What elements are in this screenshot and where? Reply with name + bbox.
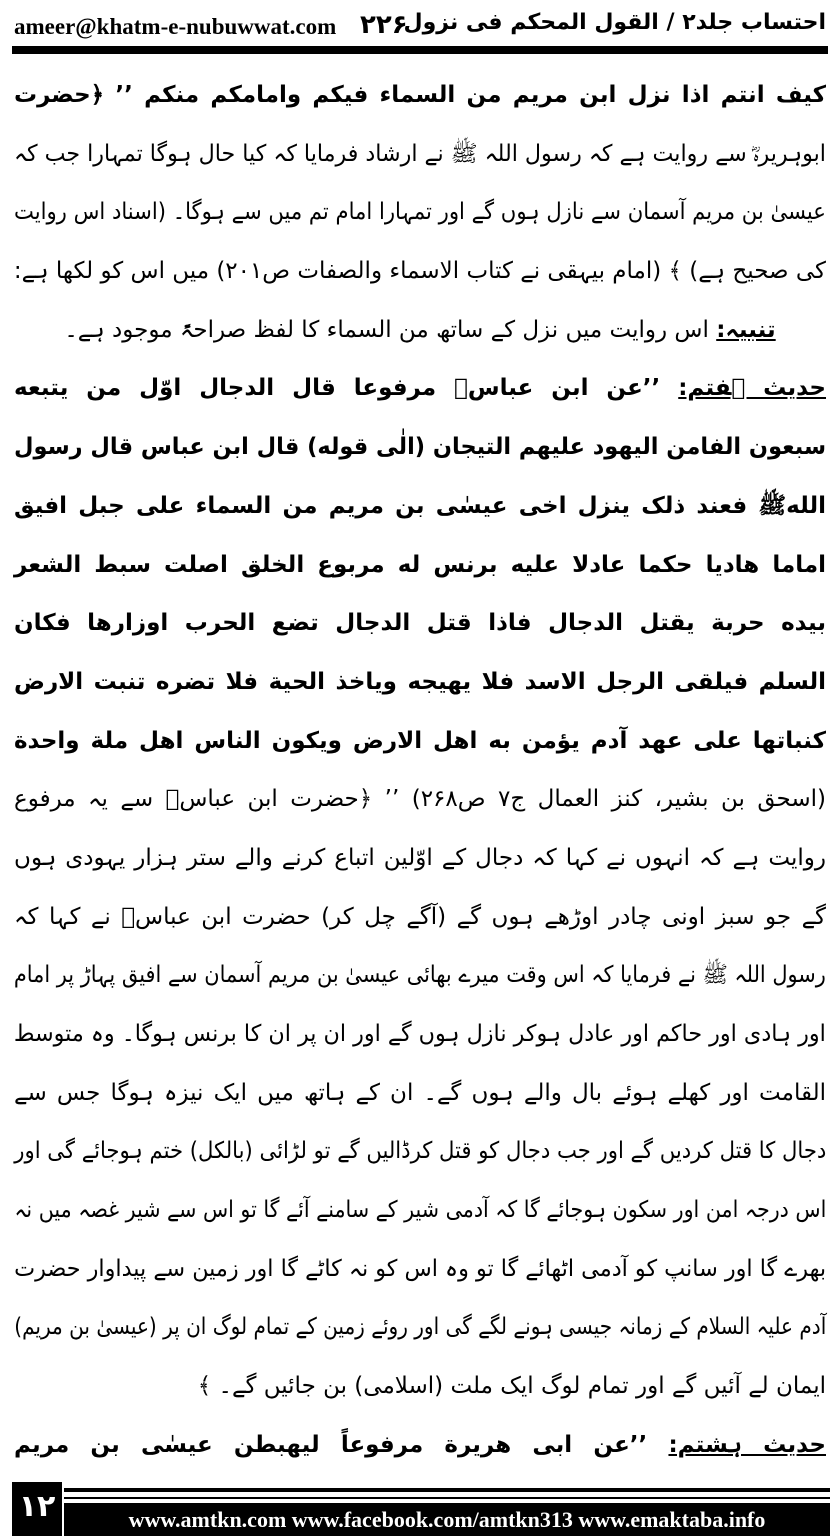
text-line [14, 183, 826, 242]
line-text [14, 1416, 826, 1474]
line-text: (اسحق بن بشير، كنز العمال ج۷ ص۲۶۸) ’’ ﴿حضرت ابن عباسؓ سے یہ مرفوع [14, 786, 826, 813]
text-line [14, 536, 826, 595]
text-line [14, 1064, 826, 1123]
tanbih-text: اس روایت میں نزل کے ساتھ من السماء کا لفظ صراحۃً موجود ہے۔ [64, 316, 709, 343]
text-line [14, 712, 826, 771]
header-page-number: ۲۲۶ [360, 10, 408, 40]
header-email: ameer@khatm-e-nubuwwat.com [14, 14, 337, 39]
line-text: رسول اللہ ﷺ نے فرمایا کہ اس وقت میرے بھائی عیسیٰ بن مریم آسمان سے افیق پہاڑ پر امام [13, 962, 826, 989]
line-text: گے جو سبز اونی چادر اوڑھے ہوں گے (آگے چل کر) حضرت ابن عباسؓ نے کہا کہ [14, 903, 826, 930]
text-line [14, 946, 826, 1005]
footer-rule-thin [64, 1497, 830, 1499]
footer-links: www.amtkn.com www.facebook.com/amtkn313 www.emaktaba.info [64, 1503, 830, 1536]
footer-rule [64, 1488, 830, 1492]
header-rule [12, 46, 828, 54]
line-text: بيده حربة يقتل الدجال فاذا قتل الدجال تضع الحرب اوزارها فكان [13, 610, 826, 637]
text-line [14, 653, 826, 712]
hadith-7-label: حدیث ہفتم: [678, 375, 826, 402]
line-text [14, 359, 826, 417]
line-text: دجال کا قتل کردیں گے اور جب دجال کو قتل کرڈالیں گے تو لڑائی (بالکل) ختم ہوجائے گی اور [13, 1138, 826, 1165]
text-line [14, 125, 826, 184]
header-book-title: احتساب جلد۲ / القول المحکم فی نزول [403, 10, 826, 35]
text-line [14, 301, 826, 360]
line-text: القامت اور کھلے ہوئے بال والے ہوں گے۔ ان کے ہاتھ میں ایک نیزہ ہوگا جس سے [13, 1079, 826, 1106]
text-line [14, 242, 826, 301]
text-line [14, 888, 826, 947]
text-line [14, 66, 826, 125]
text-line [14, 477, 826, 536]
line-text: کی صحیح ہے) ﴾ (امام بیہقی نے کتاب الاسماء والصفات ص۲۰۱) میں اس کو لکھا ہے: [13, 258, 826, 285]
hadith-8-text: ’’عن ابى هريرة مرفوعاً ليهبطن عيسٰى بن مريم [14, 1431, 648, 1458]
text-line [14, 359, 826, 418]
line-text: سبعون الفامن اليهود عليهم التيجان (الٰى قوله) قال ابن عباس قال رسول [14, 434, 826, 461]
line-text: روایت ہے کہ انہوں نے کہا کہ دجال کے اوّلین اتباع کرنے والے ستر ہزار یہودی ہوں [14, 844, 826, 871]
line-text: كنباتها على عهد آدم يؤمن به اهل الارض ويكون الناس اهل ملة واحدة [13, 727, 826, 754]
line-text: ابوہریرہؓ سے روایت ہے کہ رسول اللہ ﷺ نے ارشاد فرمایا کہ کیا حال ہوگا تمہارا جب کہ [14, 140, 826, 167]
text-line [14, 1181, 826, 1240]
page-body [14, 66, 826, 1475]
line-text: كيف انتم اذا نزل ابن مريم من السماء فيكم وامامكم منكم ’’ ﴿حضرت [14, 82, 826, 108]
text-line [14, 418, 826, 477]
hadith-8-label: حدیث ہشتم: [668, 1431, 826, 1458]
text-line [14, 1122, 826, 1181]
line-text: اماما هاديا حكما عادلا عليه برنس له مربوع الخلق اصلت سبط الشعر [14, 551, 826, 578]
text-line [14, 770, 826, 829]
tanbih-label: تنبیہ: [716, 316, 776, 343]
text-line [14, 1298, 826, 1357]
line-text: اور ہادی اور حاکم اور عادل ہوکر نازل ہوں گے اور ان پر ان کا برنس ہوگا۔ وہ متوسط [13, 1021, 826, 1047]
line-text: السلم فيلقى الرجل الاسد فلا يهيجه وياخذ الحية فلا تضره تنبت الارض [14, 668, 826, 695]
line-text [64, 301, 775, 359]
hadith-7-text: ’’عن ابن عباسؓ مرفوعا قال الدجال اوّل من يتبعه [13, 375, 661, 402]
line-text: عیسیٰ بن مریم آسمان سے نازل ہوں گے اور تمہارا امام تم میں سے ہوگا۔ (اسناد اس روایت [14, 199, 826, 226]
footer-page-number: ۱۲ [12, 1482, 62, 1536]
line-text: بھرے گا اور سانپ کو آدمی اٹھائے گا تو وہ اس کو نہ کاٹے گا اور زمین سے پیداوار حضرت [14, 1255, 826, 1282]
text-line [14, 1240, 826, 1299]
text-line [14, 829, 826, 888]
text-line [14, 1005, 826, 1064]
text-line [14, 594, 826, 653]
text-line [14, 1357, 826, 1416]
line-text: اس درجہ امن اور سکون ہوجائے گا کہ آدمی شیر کے سامنے آئے گا تو اس سے شیر غصہ میں نہ [13, 1197, 826, 1224]
line-text: ایمان لے آئیں گے اور تمام لوگ ایک ملت (اسلامی) بن جائیں گے۔ ﴾ [197, 1373, 826, 1400]
text-line [14, 1416, 826, 1475]
page-header [0, 0, 840, 58]
line-text: آدم علیہ السلام کے زمانہ جیسی ہونے لگے گی اور روئے زمین کے تمام لوگ ان پر (عیسیٰ بن مریم) [13, 1314, 826, 1341]
line-text: اللهﷺ فعند ذلک ينزل اخى عيسٰى بن مريم من السماء على جبل افيق [13, 492, 826, 519]
